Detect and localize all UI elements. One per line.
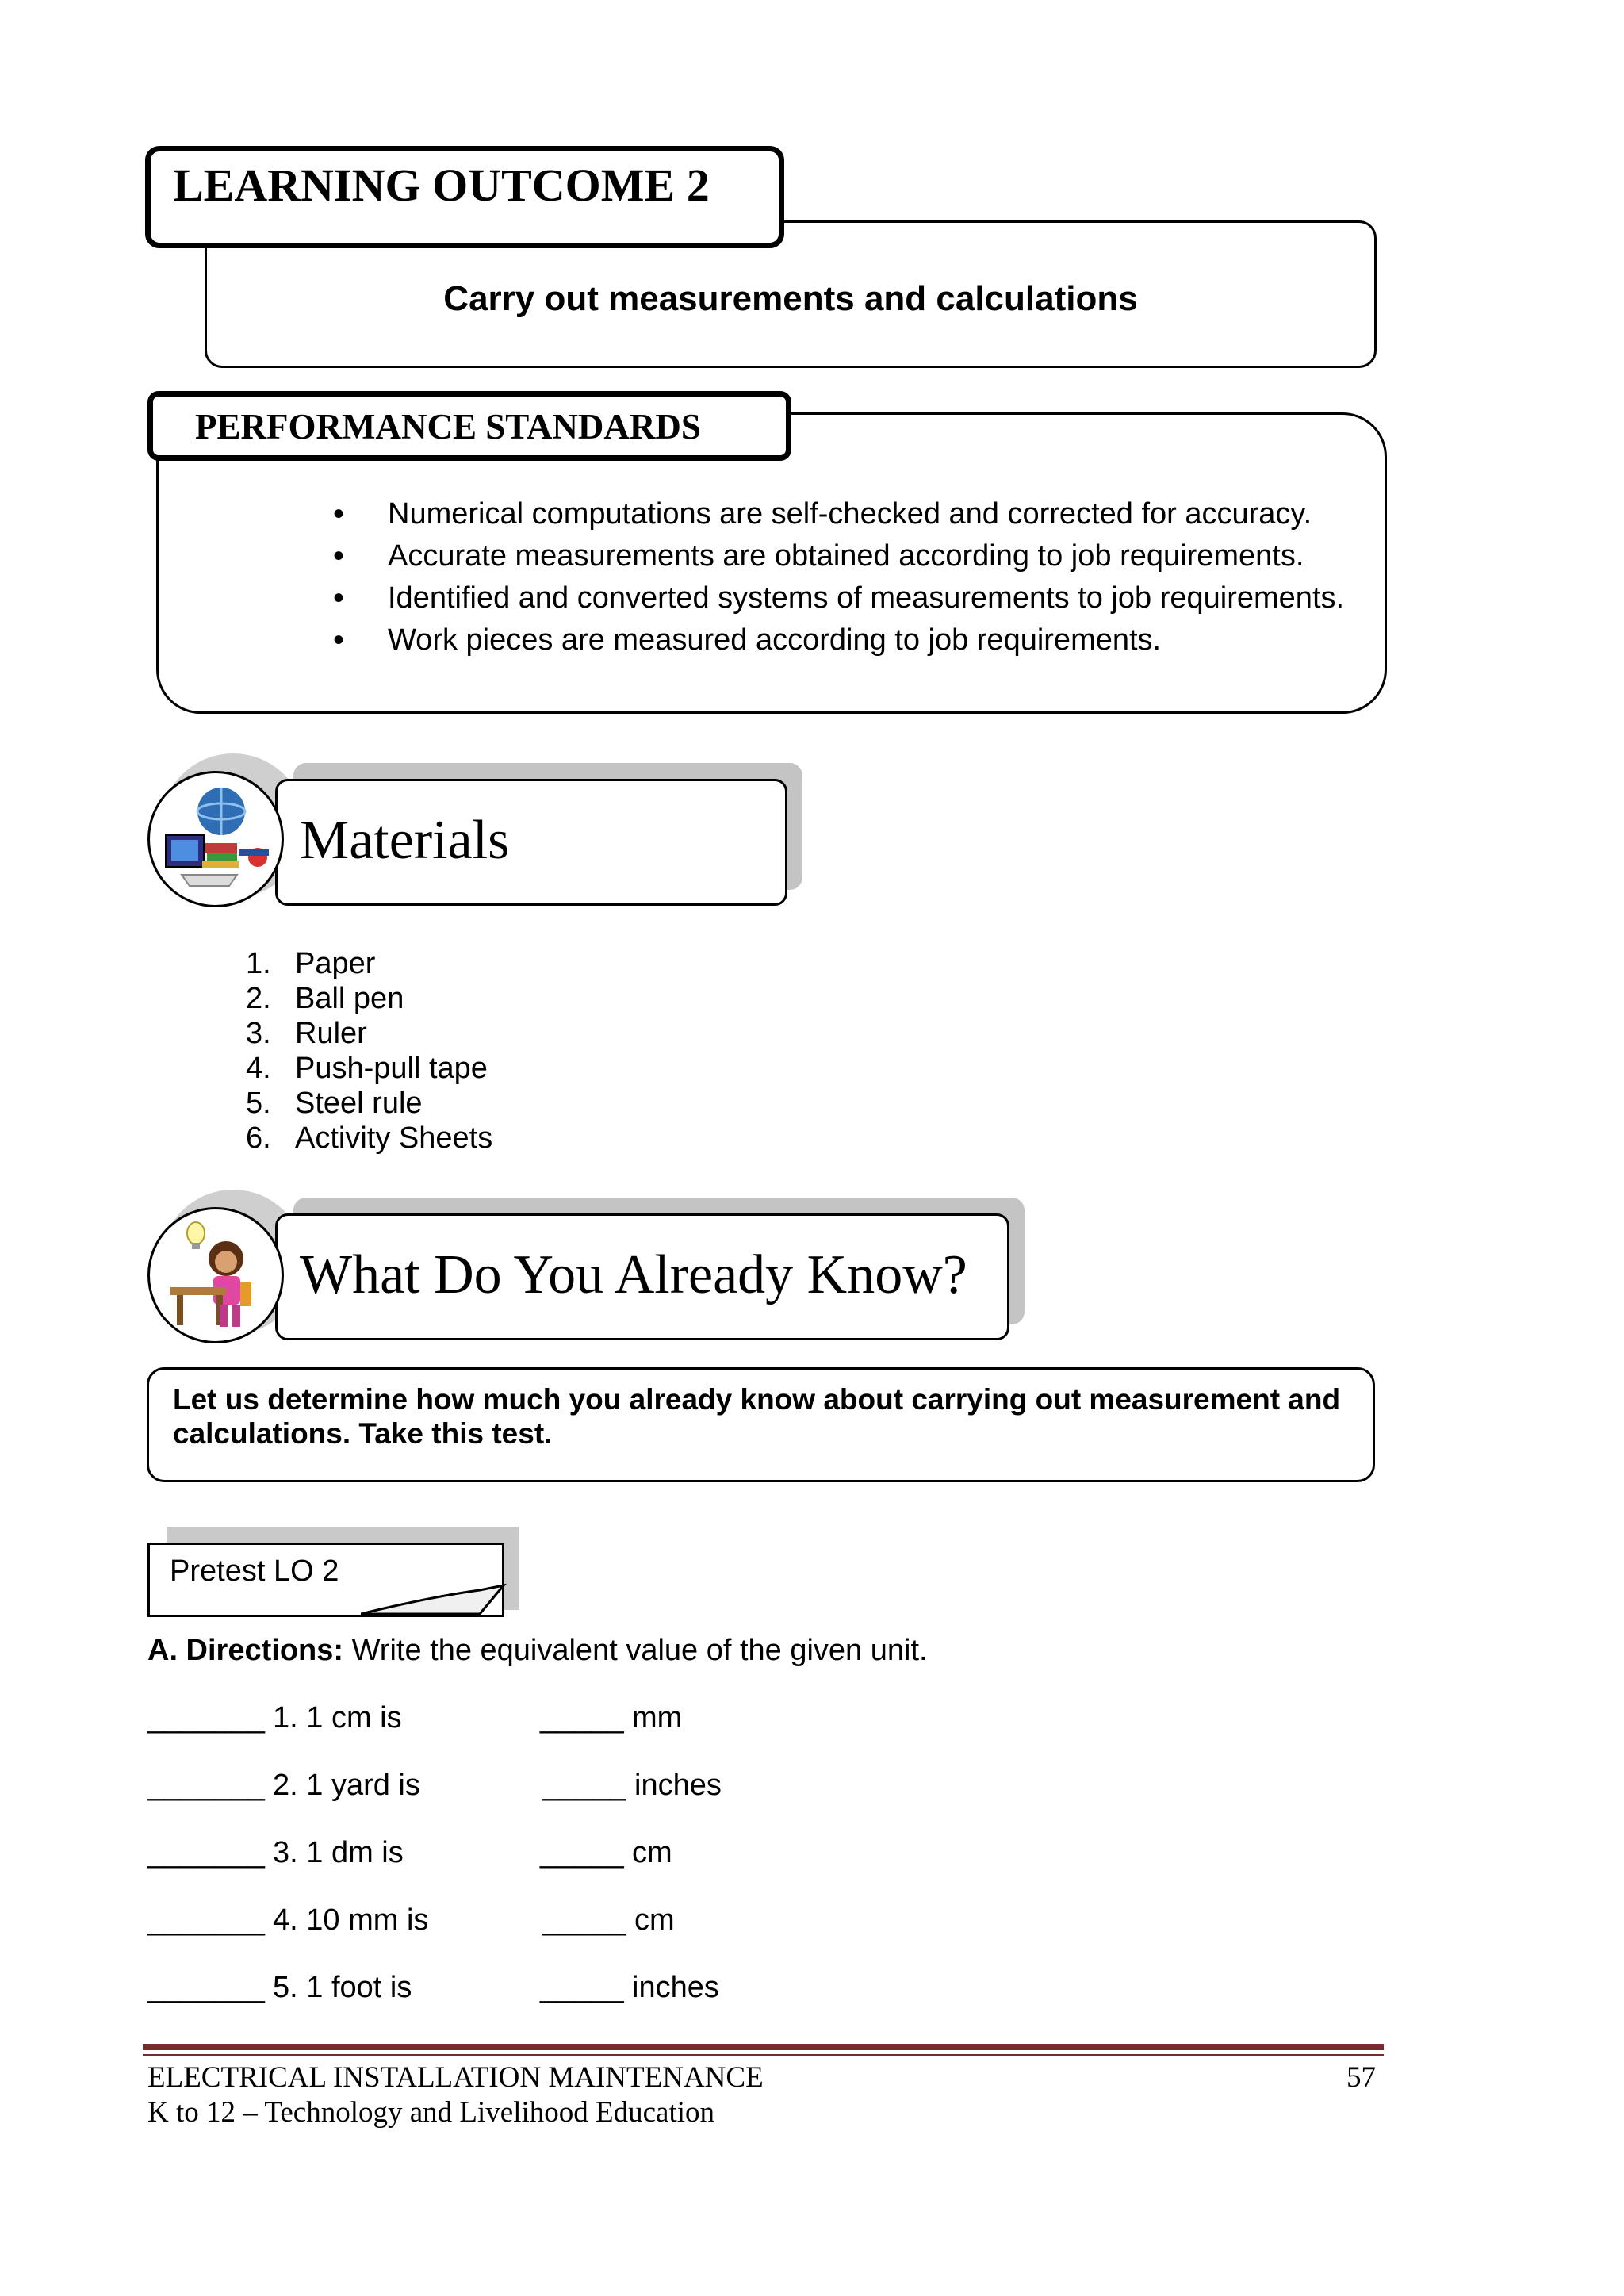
footer-rule bbox=[143, 2044, 1384, 2050]
footer-rule-thin bbox=[143, 2054, 1384, 2056]
footer-program: K to 12 – Technology and Livelihood Education bbox=[147, 2096, 715, 2129]
question-blank[interactable]: _______ bbox=[147, 1836, 265, 1869]
list-item-number: 4. bbox=[246, 1052, 271, 1085]
directions bbox=[147, 1634, 928, 1668]
intro-text: Let us determine how much you already know about carrying out measurement and calculations. Take this test. bbox=[173, 1383, 1341, 1450]
list-item: • Numerical computations are self-checked and corrected for accuracy. bbox=[333, 493, 1344, 535]
question-blank[interactable]: _______ bbox=[147, 1971, 265, 2004]
list-item-label: Ball pen bbox=[295, 982, 404, 1015]
pretest-label: Pretest LO 2 bbox=[170, 1554, 339, 1588]
list-item bbox=[238, 1086, 492, 1121]
list-item bbox=[238, 981, 492, 1016]
answer-blank[interactable]: _____ bbox=[542, 1903, 626, 1937]
student-idea-bulb-icon bbox=[147, 1207, 284, 1343]
question-text: 4. 10 mm is bbox=[273, 1903, 429, 1937]
list-item: • Identified and converted systems of measurements to job requirements. bbox=[333, 577, 1344, 619]
list-item-label: Steel rule bbox=[295, 1087, 423, 1120]
footer-course-title: ELECTRICAL INSTALLATION MAINTENANCE bbox=[147, 2061, 764, 2094]
question-text: 5. 1 foot is bbox=[273, 1971, 412, 2004]
answer-blank[interactable]: _____ bbox=[540, 1701, 624, 1734]
learning-outcome-title: LEARNING OUTCOME 2 bbox=[173, 159, 710, 211]
answer-unit: inches bbox=[634, 1769, 722, 1802]
answer-unit: mm bbox=[632, 1701, 683, 1734]
list-item-label: Push-pull tape bbox=[295, 1052, 488, 1085]
question-text: 3. 1 dm is bbox=[273, 1836, 404, 1869]
globe-books-computer-icon bbox=[147, 771, 284, 907]
performance-standards-list bbox=[333, 493, 1344, 661]
question-blank[interactable]: _______ bbox=[147, 1701, 265, 1734]
answer-unit: inches bbox=[632, 1971, 719, 2004]
answer-blank[interactable]: _____ bbox=[540, 1836, 624, 1869]
already-know-heading: What Do You Already Know? bbox=[300, 1244, 967, 1305]
materials-list bbox=[238, 946, 492, 1156]
list-item bbox=[238, 1051, 492, 1086]
list-item bbox=[238, 1016, 492, 1051]
answer-unit: cm bbox=[632, 1836, 672, 1869]
list-item: • Work pieces are measured according to job requirements. bbox=[333, 619, 1344, 661]
list-item-number: 1. bbox=[246, 947, 271, 980]
question-text: 2. 1 yard is bbox=[273, 1769, 420, 1802]
answer-blank[interactable]: _____ bbox=[542, 1769, 626, 1802]
list-item-number: 5. bbox=[246, 1087, 271, 1120]
question-blank[interactable]: _______ bbox=[147, 1903, 265, 1937]
list-item: • Accurate measurements are obtained according to job requirements. bbox=[333, 535, 1344, 577]
list-item bbox=[238, 1121, 492, 1156]
list-item bbox=[238, 946, 492, 981]
list-item-number: 3. bbox=[246, 1017, 271, 1050]
materials-heading: Materials bbox=[300, 810, 510, 871]
learning-outcome-subtitle: Carry out measurements and calculations bbox=[443, 279, 1138, 318]
list-item-label: Paper bbox=[295, 947, 376, 980]
list-item-label: Ruler bbox=[295, 1017, 367, 1050]
list-item-number: 2. bbox=[246, 982, 271, 1015]
directions-label: A. Directions: bbox=[147, 1634, 344, 1667]
list-item-label: Activity Sheets bbox=[295, 1121, 493, 1155]
page-curl-icon bbox=[361, 1582, 508, 1622]
performance-standards-title: PERFORMANCE STANDARDS bbox=[195, 407, 701, 447]
directions-text: Write the equivalent value of the given unit. bbox=[343, 1634, 928, 1667]
list-item-number: 6. bbox=[246, 1121, 271, 1155]
question-blank[interactable]: _______ bbox=[147, 1769, 265, 1802]
page-number: 57 bbox=[1346, 2061, 1376, 2094]
answer-blank[interactable]: _____ bbox=[540, 1971, 624, 2004]
question-text: 1. 1 cm is bbox=[273, 1701, 402, 1734]
answer-unit: cm bbox=[634, 1903, 675, 1937]
